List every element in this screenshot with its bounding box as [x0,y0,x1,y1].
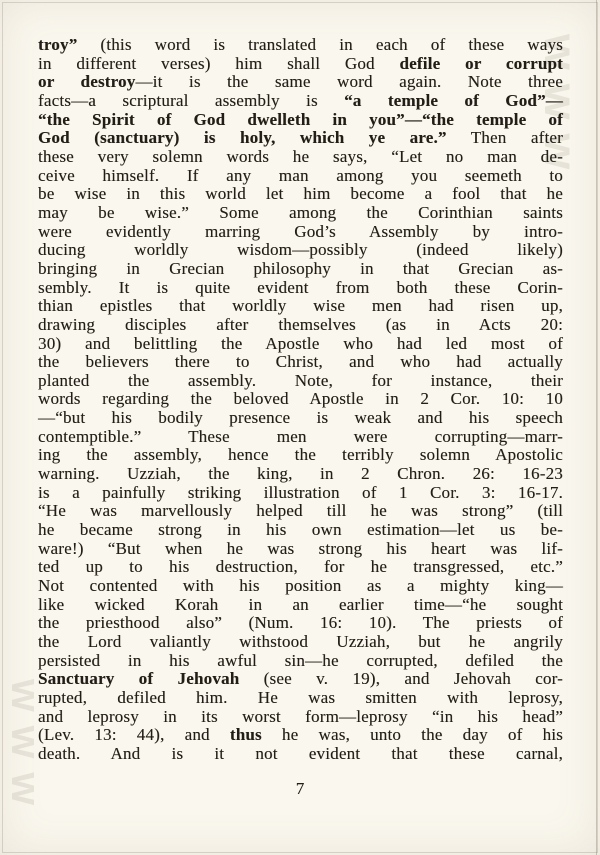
text-line: in different verses) him shall God defile or corrupt [38,53,564,73]
body-text [38,36,563,764]
text-line: or destroy—it is the same word again. Note three [38,72,563,92]
text-line: “the Spirit of God dwelleth in you”—“the temple of [38,109,563,129]
text-line: ducing worldly wisdom—possibly (indeed likely) [38,240,563,260]
text-line: contemptible.” These men were corrupting—marr- [38,426,563,446]
text-line: the priesthood also” (Num. 16: 10). The priests of [38,613,563,633]
text-line: ing the assembly, hence the terribly solemn Apostolic [38,445,563,465]
text-line: persisted in his awful sin—he corrupted, defiled the [38,650,563,670]
text-line: be wise in this world let him become a fool that he [38,184,563,204]
text-line: is a painfully striking illustration of 1 Cor. 3: 16-17. [38,482,563,502]
text-line: the believers there to Christ, and who had actually [38,352,563,372]
text-line: bringing in Grecian philosophy in that Grecian as- [38,258,563,278]
text-line: planted the assembly. Note, for instance, their [38,370,563,390]
text-line: may be wise.” Some among the Corinthian saints [38,202,563,222]
text-line: ted up to his destruction, for he transgressed, etc.” [38,557,563,577]
text-line: 30) and belittling the Apostle who had led most of [38,333,563,353]
watermark: www [535,34,587,184]
text-line: thian epistles that worldly wise men had risen up, [38,296,563,316]
text-line: like wicked Korah in an earlier time—“he sought [38,594,563,614]
text-line: rupted, defiled him. He was smitten with leprosy, [38,687,563,707]
text-line: drawing disciples after themselves (as in Acts 20: [38,314,563,334]
text-line: Sanctuary of Jehovah (see v. 19), and Jehovah cor- [38,669,563,689]
text-line: —“but his bodily presence is weak and his speech [38,408,563,428]
watermark: www [3,678,50,819]
text-line: (Lev. 13: 44), and thus he was, unto the day of his [38,725,564,745]
text-line: were evidently marring God’s Assembly by intro- [38,221,563,241]
text-line: he became strong in his own estimation—let us be- [38,520,563,540]
text-line: the Lord valiantly withstood Uzziah, but he angrily [38,632,563,651]
text-line: Not contented with his position as a mighty king— [38,576,563,596]
text-line: ware!) “But when he was strong his heart was lif- [38,538,563,558]
text-line: troy” (this word is translated in each of these ways [38,35,563,54]
text-line: death. And is it not evident that these carnal, [38,743,563,763]
text-line: these very solemn words he says, “Let no man de- [38,146,563,166]
text-line: facts—a scriptural assembly is “a temple of God”— [38,90,563,110]
text-line: and leprosy in its worst form—leprosy “in his head” [38,706,563,726]
scan-edge-right-line [596,0,597,855]
text-line: God (sanctuary) is holy, which ye are.” Then after [38,128,563,148]
page-number: 7 [295,779,305,798]
text-line: sembly. It is quite evident from both these Corin- [38,277,563,297]
text-line: ceive himself. If any man among you seemeth to [38,165,563,185]
text-line: “He was marvellously helped till he was strong” (till [38,501,563,521]
text-line: words regarding the beloved Apostle in 2 Cor. 10: 10 [38,389,563,409]
text-line: warning. Uzziah, the king, in 2 Chron. 26: 16-23 [38,464,563,484]
